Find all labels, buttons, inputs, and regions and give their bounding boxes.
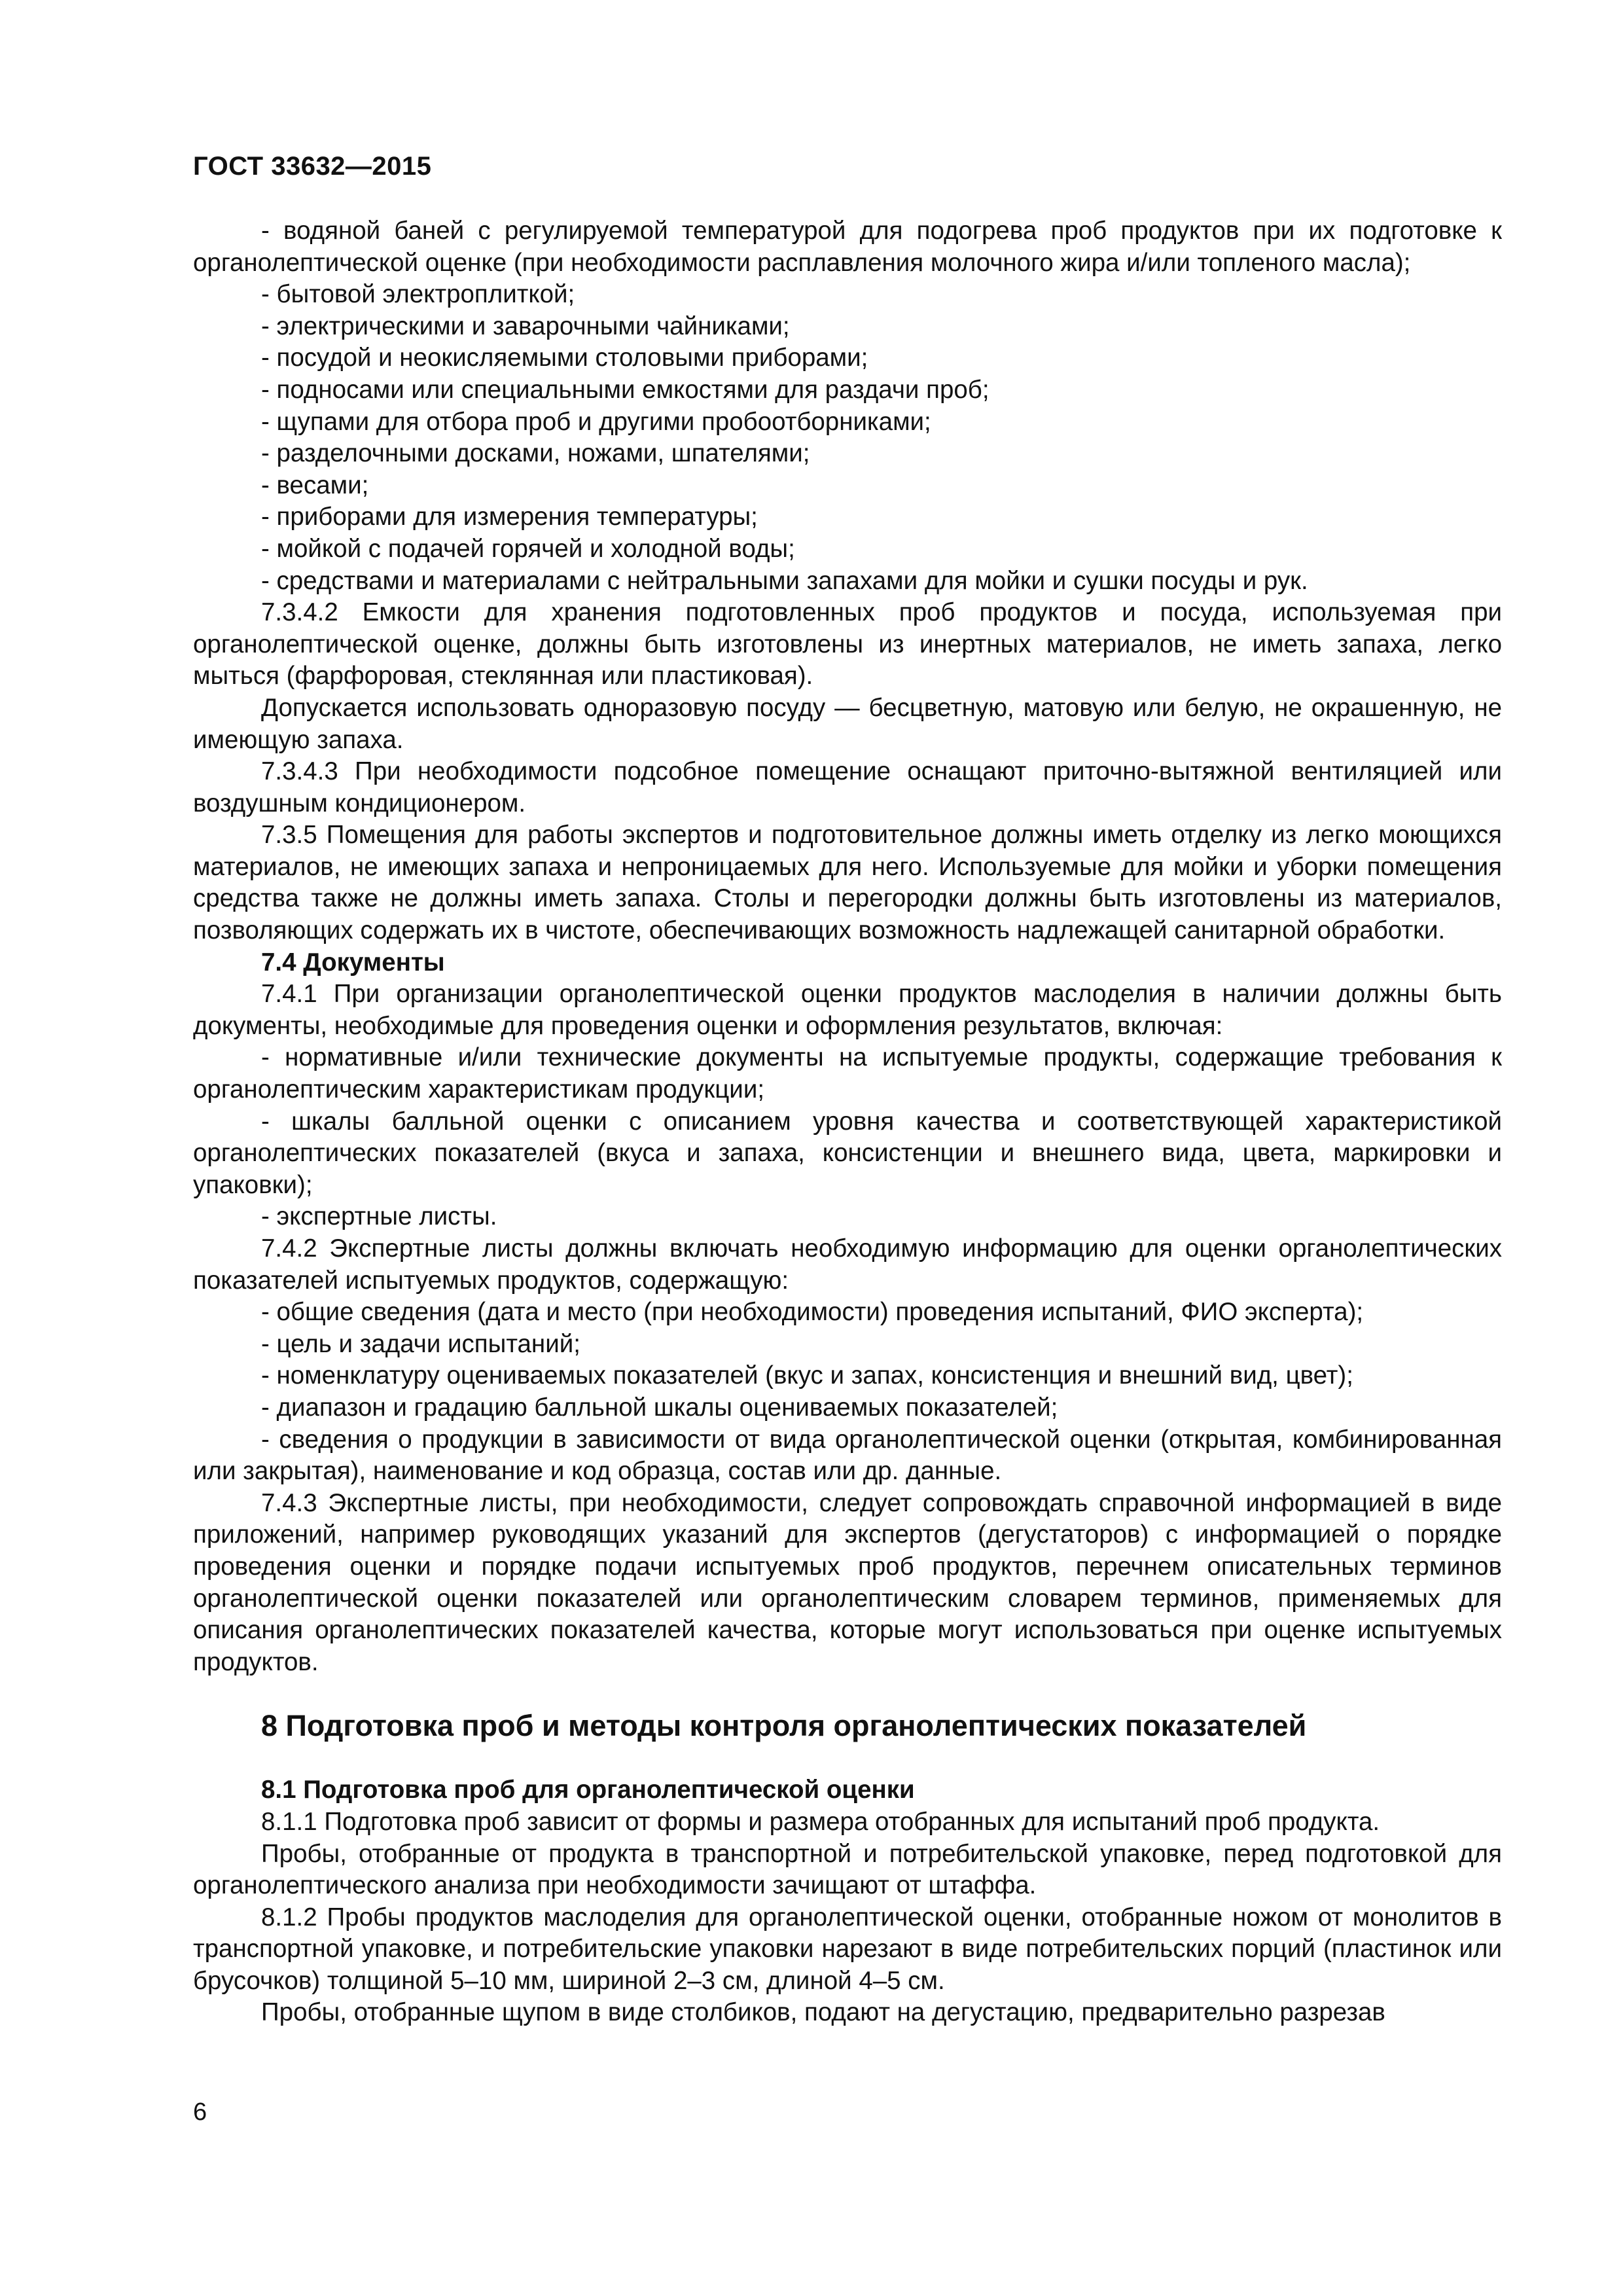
paragraph-7-3-4-2: 7.3.4.2 Емкости для хранения подготовленных проб продуктов и посуда, используемая при органолептической оценке, должны быть изготовлены из инертных материалов, не иметь запаха, легко мыться (фарфоровая, стеклянная или пластиковая).: [193, 598, 1502, 691]
paragraph-7-4-1: 7.4.1 При организации органолептической оценки продуктов маслоделия в наличии должны быть документы, необходимые для проведения оценки и оформления результатов, включая:: [193, 980, 1502, 1040]
subsection-heading-8-1: 8.1 Подготовка проб для органолептической оценки: [261, 1776, 915, 1804]
subsection-heading-7-4: 7.4 Документы: [261, 948, 445, 977]
paragraph-8-1-1: 8.1.1 Подготовка проб зависит от формы и размера отобранных для испытаний проб продукта.: [261, 1807, 1380, 1836]
list-item: - средствами и материалами с нейтральными запахами для мойки и сушки посуды и рук.: [261, 566, 1308, 595]
list-item: - электрическими и заварочными чайниками;: [261, 312, 790, 340]
list-item: - диапазон и градацию балльной шкалы оцениваемых показателей;: [261, 1393, 1058, 1422]
list-item: - водяной баней с регулируемой температурой для подогрева проб продуктов при их подготовке к органолептической оценке (при необходимости расплавления молочного жира и/или топленого масла);: [193, 217, 1502, 277]
paragraph-7-3-5: 7.3.5 Помещения для работы экспертов и подготовительное должны иметь отделку из легко моющихся материалов, не имеющих запаха и непроницаемых для него. Используемые для мойки и уборки помещения средства также не должны иметь запаха. Столы и перегородки должны быть изготовлены из материалов, позволяющих содержать их в чистоте, обеспечивающих возможность надлежащей санитарной обработки.: [193, 821, 1502, 945]
list-item: - разделочными досками, ножами, шпателями;: [261, 439, 810, 468]
document-header: ГОСТ 33632—2015: [193, 152, 432, 181]
list-item: - щупами для отбора проб и другими пробоотборниками;: [261, 407, 931, 436]
section-heading-8: 8 Подготовка проб и методы контроля органолептических показателей: [261, 1709, 1307, 1743]
list-item: - приборами для измерения температуры;: [261, 503, 758, 531]
page-number: 6: [193, 2098, 207, 2126]
list-item: - цель и задачи испытаний;: [261, 1329, 580, 1358]
list-item: - номенклатуру оцениваемых показателей (вкус и запах, консистенция и внешний вид, цвет);: [261, 1361, 1353, 1390]
paragraph-7-4-2: 7.4.2 Экспертные листы должны включать необходимую информацию для оценки органолептических показателей испытуемых продуктов, содержащую:: [193, 1234, 1502, 1295]
list-item: - экспертные листы.: [261, 1202, 497, 1231]
paragraph-7-3-4-3: 7.3.4.3 При необходимости подсобное помещение оснащают приточно-вытяжной вентиляцией или воздушным кондиционером.: [193, 757, 1502, 817]
list-item: - посудой и неокисляемыми столовыми приборами;: [261, 344, 868, 372]
document-body: [193, 215, 1502, 2029]
paragraph-8-1-2: 8.1.2 Пробы продуктов маслоделия для органолептической оценки, отобранные ножом от монолитов в транспортной упаковке, и потребительские упаковки нарезают в виде потребительских порций (пластинок или брусочков) толщиной 5–10 мм, шириной 2–3 см, длиной 4–5 см.: [193, 1903, 1502, 1995]
list-item: - весами;: [261, 471, 369, 499]
list-item: - подносами или специальными емкостями для раздачи проб;: [261, 375, 990, 404]
list-item: - нормативные и/или технические документы на испытуемые продукты, содержащие требования к органолептическим характеристикам продукции;: [193, 1043, 1502, 1104]
paragraph: Допускается использовать одноразовую посуду — бесцветную, матовую или белую, не окрашенную, не имеющую запаха.: [193, 693, 1502, 754]
list-item: - мойкой с подачей горячей и холодной воды;: [261, 534, 795, 563]
list-item: - бытовой электроплиткой;: [261, 280, 575, 309]
list-item: - общие сведения (дата и место (при необходимости) проведения испытаний, ФИО эксперта);: [261, 1298, 1364, 1327]
paragraph: Пробы, отобранные щупом в виде столбиков, подают на дегустацию, предварительно разрезав: [261, 1998, 1385, 2027]
list-item: - сведения о продукции в зависимости от вида органолептической оценки (открытая, комбинированная или закрытая), наименование и код образца, состав или др. данные.: [193, 1425, 1502, 1486]
paragraph: Пробы, отобранные от продукта в транспортной и потребительской упаковке, перед подготовкой для органолептического анализа при необходимости зачищают от штаффа.: [193, 1839, 1502, 1900]
paragraph-7-4-3: 7.4.3 Экспертные листы, при необходимости, следует сопровождать справочной информацией в виде приложений, например руководящих указаний для экспертов (дегустаторов) с информацией о порядке проведения оценки и порядке подачи испытуемых проб продуктов, перечнем описательных терминов органолептической оценки показателей или органолептическим словарем терминов, применяемых для описания органолептических показателей качества, которые могут использоваться при оценке испытуемых продуктов.: [193, 1488, 1502, 1676]
list-item: - шкалы балльной оценки с описанием уровня качества и соответствующей характеристикой органолептических показателей (вкуса и запаха, консистенции и внешнего вида, цвета, маркировки и упаковки);: [193, 1107, 1502, 1199]
